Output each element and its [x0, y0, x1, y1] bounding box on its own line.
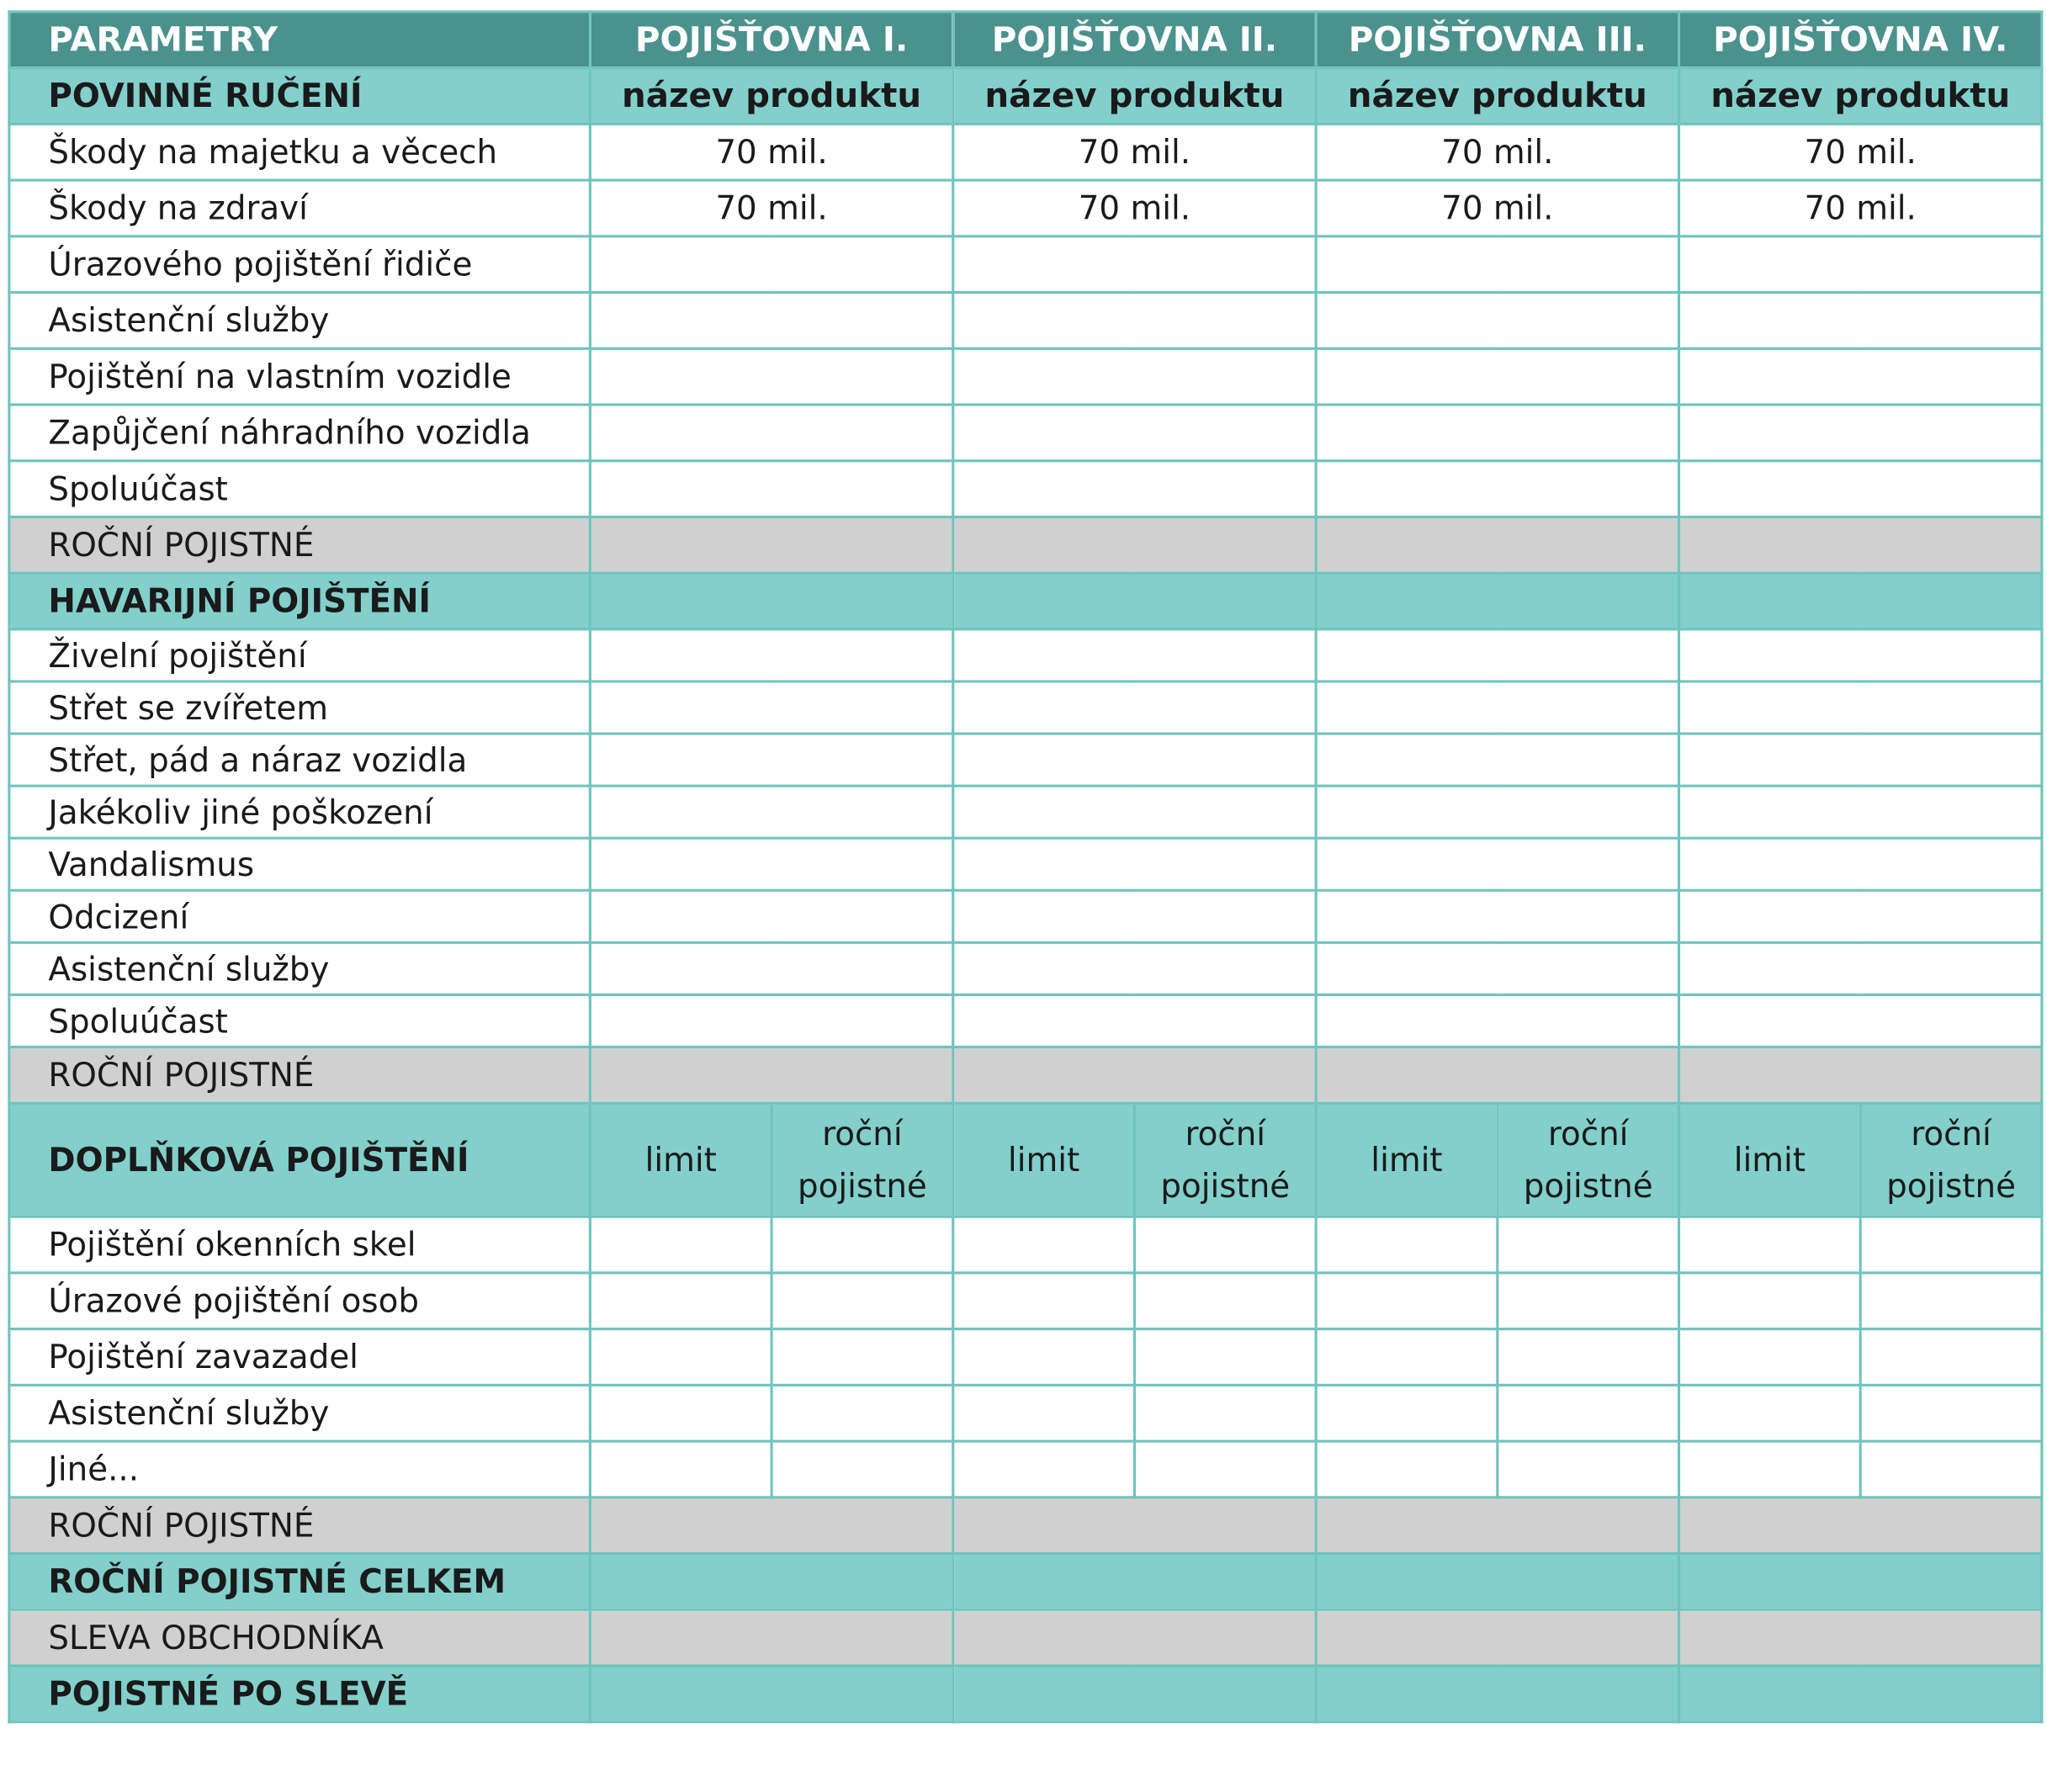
value-cell: [1498, 1273, 1679, 1329]
table-row: [9, 890, 2042, 942]
value-cell: [1316, 786, 1678, 838]
value-cell: [772, 1217, 953, 1273]
value-cell: [590, 236, 952, 293]
value-cell: [590, 838, 952, 890]
value-cell: [1316, 1498, 1678, 1554]
value-cell: 70 mil.: [953, 124, 1316, 180]
value-cell: 70 mil.: [1316, 124, 1678, 180]
value-cell: [1316, 1273, 1498, 1329]
section-povinne-header: [9, 68, 2042, 125]
value-cell: [1316, 1666, 1678, 1722]
table-row: [9, 994, 2042, 1047]
header-company-4: POJIŠŤOVNA IV.: [1679, 12, 2042, 68]
value-cell: [1134, 1273, 1316, 1329]
value-cell: [953, 573, 1316, 629]
header-row: [9, 12, 2042, 68]
value-cell: [1679, 1329, 1861, 1386]
value-cell: [1679, 1385, 1861, 1441]
premium-after-discount-row: [9, 1666, 2042, 1722]
value-cell: [1679, 405, 2042, 461]
value-cell: [590, 573, 952, 629]
value-cell: [590, 1666, 952, 1722]
value-cell: [590, 1217, 772, 1273]
value-cell: 70 mil.: [953, 180, 1316, 236]
limit-header: limit: [953, 1103, 1135, 1217]
value-cell: [1316, 1609, 1678, 1666]
value-cell: [1679, 681, 2042, 734]
row-label: Škody na majetku a věcech: [9, 124, 591, 180]
premium-header-line1: roční: [822, 1114, 903, 1153]
value-cell: [1679, 786, 2042, 838]
value-cell: [1679, 1666, 2042, 1722]
value-cell: [1860, 1273, 2042, 1329]
value-cell: [1316, 1217, 1498, 1273]
value-cell: [953, 629, 1316, 681]
value-cell: 70 mil.: [1679, 124, 2042, 180]
table-row: [9, 293, 2042, 349]
table-row: [9, 838, 2042, 890]
value-cell: [1134, 1441, 1316, 1498]
value-cell: [953, 1441, 1135, 1498]
limit-header: limit: [590, 1103, 772, 1217]
premium-header-line2: pojistné: [1523, 1166, 1653, 1205]
row-label: Pojištění na vlastním vozidle: [9, 348, 591, 405]
table-row: [9, 405, 2042, 461]
value-cell: [590, 293, 952, 349]
premium-header: [1860, 1103, 2042, 1217]
value-cell: [590, 1329, 772, 1386]
value-cell: [590, 1273, 772, 1329]
product-name-cell: název produktu: [1679, 68, 2042, 125]
value-cell: [1679, 734, 2042, 786]
value-cell: [590, 1047, 952, 1103]
value-cell: [953, 681, 1316, 734]
value-cell: [1679, 1498, 2042, 1554]
table-row: [9, 348, 2042, 405]
table-row: [9, 1385, 2042, 1441]
value-cell: [1498, 1441, 1679, 1498]
value-cell: [1679, 1441, 1861, 1498]
value-cell: [953, 838, 1316, 890]
header-company-3: POJIŠŤOVNA III.: [1316, 12, 1678, 68]
value-cell: [1134, 1217, 1316, 1273]
value-cell: [1860, 1329, 2042, 1386]
value-cell: [590, 517, 952, 573]
product-name-cell: název produktu: [1316, 68, 1678, 125]
value-cell: [953, 1609, 1316, 1666]
premium-header-line1: roční: [1185, 1114, 1266, 1153]
value-cell: [953, 1217, 1135, 1273]
value-cell: [1860, 1385, 2042, 1441]
value-cell: [1316, 994, 1678, 1047]
value-cell: [1316, 942, 1678, 994]
value-cell: [953, 236, 1316, 293]
value-cell: [953, 994, 1316, 1047]
value-cell: [953, 348, 1316, 405]
value-cell: [953, 405, 1316, 461]
value-cell: 70 mil.: [590, 124, 952, 180]
value-cell: [1316, 573, 1678, 629]
annual-premium-row: [9, 517, 2042, 573]
value-cell: [590, 942, 952, 994]
value-cell: [1679, 236, 2042, 293]
value-cell: [772, 1329, 953, 1386]
value-cell: 70 mil.: [1316, 180, 1678, 236]
table-row: [9, 629, 2042, 681]
value-cell: [1679, 1273, 1861, 1329]
row-label: Živelní pojištění: [9, 629, 591, 681]
discount-row: [9, 1609, 2042, 1666]
table-row: [9, 1273, 2042, 1329]
value-cell: [1316, 1441, 1498, 1498]
table-row: [9, 1217, 2042, 1273]
row-label: Střet, pád a náraz vozidla: [9, 734, 591, 786]
value-cell: [1316, 1047, 1678, 1103]
value-cell: [1316, 517, 1678, 573]
value-cell: [953, 1666, 1316, 1722]
row-label: Škody na zdraví: [9, 180, 591, 236]
value-cell: [1134, 1329, 1316, 1386]
value-cell: [1316, 1385, 1498, 1441]
value-cell: [590, 461, 952, 517]
row-label: ROČNÍ POJISTNÉ: [9, 1498, 591, 1554]
row-label: Asistenční služby: [9, 942, 591, 994]
value-cell: [1679, 573, 2042, 629]
value-cell: [590, 1554, 952, 1610]
value-cell: [1134, 1385, 1316, 1441]
value-cell: [1679, 348, 2042, 405]
premium-header: [1498, 1103, 1679, 1217]
premium-header-line2: pojistné: [1886, 1166, 2016, 1205]
annual-premium-row: [9, 1498, 2042, 1554]
value-cell: [1316, 838, 1678, 890]
value-cell: [953, 1273, 1135, 1329]
value-cell: [953, 1498, 1316, 1554]
value-cell: [590, 1441, 772, 1498]
row-label: Jiné...: [9, 1441, 591, 1498]
value-cell: [590, 1385, 772, 1441]
row-label: SLEVA OBCHODNÍKA: [9, 1609, 591, 1666]
row-label: ROČNÍ POJISTNÉ: [9, 1047, 591, 1103]
limit-header: limit: [1316, 1103, 1498, 1217]
value-cell: [953, 517, 1316, 573]
premium-header-line1: roční: [1547, 1114, 1629, 1153]
value-cell: [1498, 1217, 1679, 1273]
value-cell: [590, 786, 952, 838]
value-cell: [1679, 838, 2042, 890]
premium-header-line2: pojistné: [798, 1166, 927, 1205]
value-cell: [953, 1554, 1316, 1610]
value-cell: [1679, 994, 2042, 1047]
limit-header: limit: [1679, 1103, 1861, 1217]
value-cell: [1316, 1329, 1498, 1386]
value-cell: [953, 1047, 1316, 1103]
value-cell: [1316, 461, 1678, 517]
value-cell: [590, 1498, 952, 1554]
section-title: POVINNÉ RUČENÍ: [9, 68, 591, 125]
table-row: [9, 734, 2042, 786]
row-label: Spoluúčast: [9, 994, 591, 1047]
value-cell: [590, 681, 952, 734]
annual-premium-row: [9, 1047, 2042, 1103]
total-premium-row: [9, 1554, 2042, 1610]
value-cell: [1679, 1609, 2042, 1666]
header-parametry: PARAMETRY: [9, 12, 591, 68]
row-label: Úrazového pojištění řidiče: [9, 236, 591, 293]
table-row: [9, 1441, 2042, 1498]
premium-header: [772, 1103, 953, 1217]
premium-header-line1: roční: [1911, 1114, 1991, 1153]
product-name-cell: název produktu: [590, 68, 952, 125]
row-label: ROČNÍ POJISTNÉ CELKEM: [9, 1554, 591, 1610]
value-cell: [1860, 1441, 2042, 1498]
value-cell: [590, 629, 952, 681]
value-cell: [953, 890, 1316, 942]
premium-header-line2: pojistné: [1160, 1166, 1291, 1205]
table-row: [9, 681, 2042, 734]
value-cell: [590, 405, 952, 461]
section-havarijni-header: [9, 573, 2042, 629]
value-cell: [1679, 890, 2042, 942]
value-cell: [1679, 517, 2042, 573]
value-cell: [953, 293, 1316, 349]
table-row: [9, 124, 2042, 180]
row-label: Jakékoliv jiné poškození: [9, 786, 591, 838]
value-cell: [1498, 1329, 1679, 1386]
value-cell: [1679, 1047, 2042, 1103]
value-cell: [953, 1385, 1135, 1441]
row-label: Asistenční služby: [9, 293, 591, 349]
value-cell: [1679, 629, 2042, 681]
value-cell: [1498, 1385, 1679, 1441]
row-label: ROČNÍ POJISTNÉ: [9, 517, 591, 573]
value-cell: [1679, 1217, 1861, 1273]
value-cell: [953, 942, 1316, 994]
value-cell: [953, 786, 1316, 838]
premium-header: [1134, 1103, 1316, 1217]
value-cell: [1316, 681, 1678, 734]
table-row: [9, 786, 2042, 838]
header-company-1: POJIŠŤOVNA I.: [590, 12, 952, 68]
value-cell: 70 mil.: [590, 180, 952, 236]
row-label: Úrazové pojištění osob: [9, 1273, 591, 1329]
value-cell: [1679, 293, 2042, 349]
header-company-2: POJIŠŤOVNA II.: [953, 12, 1316, 68]
value-cell: [1316, 890, 1678, 942]
row-label: Vandalismus: [9, 838, 591, 890]
value-cell: [1316, 293, 1678, 349]
value-cell: [953, 1329, 1135, 1386]
row-label: Asistenční služby: [9, 1385, 591, 1441]
value-cell: [953, 734, 1316, 786]
value-cell: [953, 461, 1316, 517]
section-doplnkova-header: [9, 1103, 2042, 1217]
table-row: [9, 461, 2042, 517]
table-row: [9, 236, 2042, 293]
value-cell: [1316, 629, 1678, 681]
value-cell: [1679, 461, 2042, 517]
value-cell: [1316, 1554, 1678, 1610]
value-cell: [1679, 1554, 2042, 1610]
row-label: Střet se zvířetem: [9, 681, 591, 734]
row-label: Spoluúčast: [9, 461, 591, 517]
value-cell: [590, 348, 952, 405]
table-row: [9, 180, 2042, 236]
value-cell: [590, 890, 952, 942]
row-label: Odcizení: [9, 890, 591, 942]
value-cell: [590, 734, 952, 786]
value-cell: [1316, 348, 1678, 405]
row-label: Pojištění okenních skel: [9, 1217, 591, 1273]
value-cell: [590, 1609, 952, 1666]
value-cell: [1679, 942, 2042, 994]
row-label: POJISTNÉ PO SLEVĚ: [9, 1666, 591, 1722]
table-row: [9, 1329, 2042, 1386]
value-cell: [1860, 1217, 2042, 1273]
product-name-cell: název produktu: [953, 68, 1316, 125]
value-cell: 70 mil.: [1679, 180, 2042, 236]
table-row: [9, 942, 2042, 994]
value-cell: [772, 1385, 953, 1441]
value-cell: [590, 994, 952, 1047]
insurance-comparison-table: [8, 10, 2043, 1723]
row-label: Pojištění zavazadel: [9, 1329, 591, 1386]
value-cell: [1316, 236, 1678, 293]
value-cell: [1316, 405, 1678, 461]
value-cell: [772, 1273, 953, 1329]
value-cell: [1316, 734, 1678, 786]
section-title: DOPLŇKOVÁ POJIŠTĚNÍ: [9, 1103, 591, 1217]
value-cell: [772, 1441, 953, 1498]
section-title: HAVARIJNÍ POJIŠTĚNÍ: [9, 573, 591, 629]
row-label: Zapůjčení náhradního vozidla: [9, 405, 591, 461]
